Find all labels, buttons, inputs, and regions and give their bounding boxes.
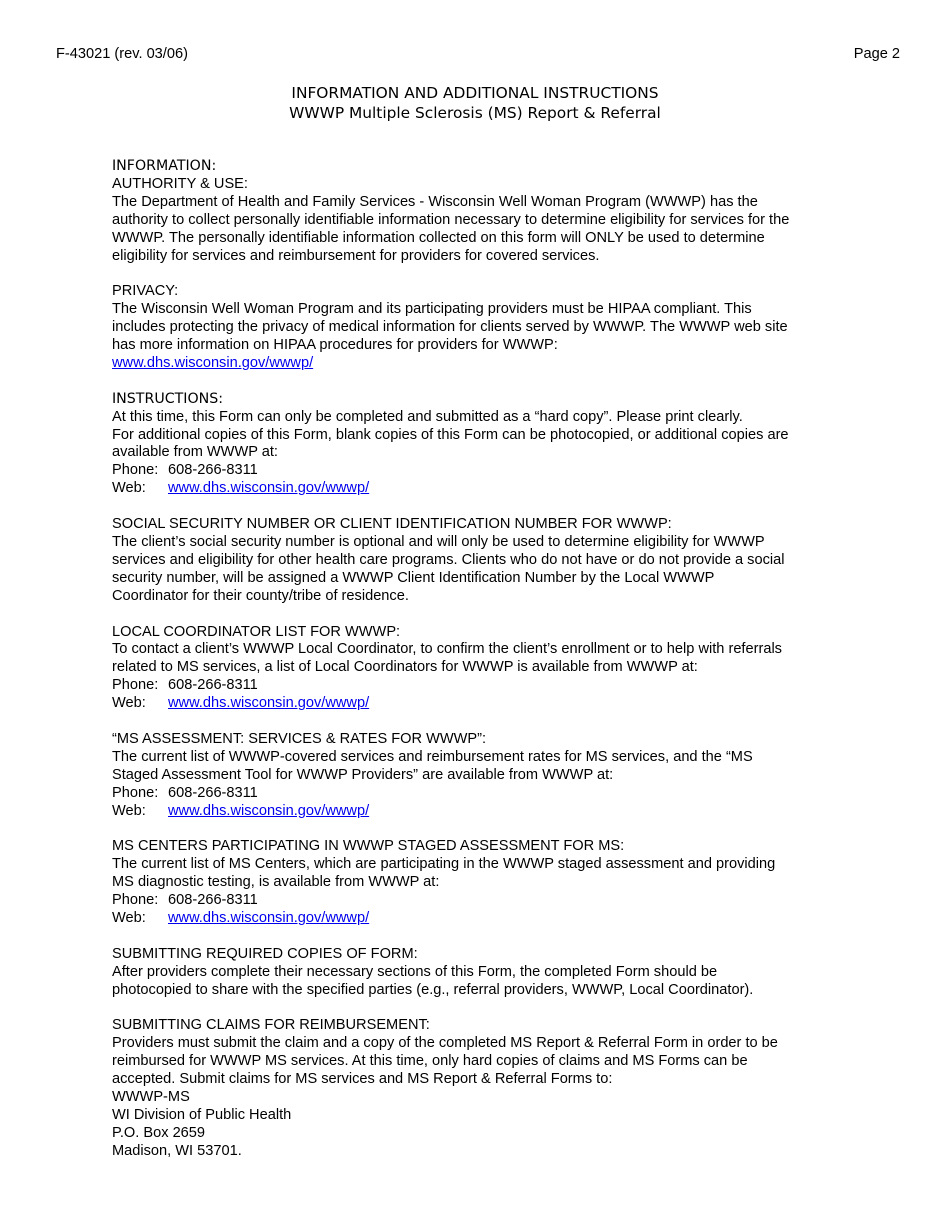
ms-centers-heading: MS CENTERS PARTICIPATING IN WWWP STAGED ASSESSMENT FOR MS:: [112, 838, 625, 855]
phone-label: Phone:: [112, 784, 159, 801]
web-link[interactable]: www.dhs.wisconsin.gov/wwwp/: [168, 802, 370, 819]
web-label: Web:: [112, 802, 146, 819]
web-link[interactable]: www.dhs.wisconsin.gov/wwwp/: [168, 695, 370, 712]
section-information: [112, 158, 852, 265]
phone-label: Phone:: [112, 677, 159, 694]
local-coordinator-heading: LOCAL COORDINATOR LIST FOR WWWP:: [112, 623, 401, 640]
section-privacy: [112, 283, 852, 373]
authority-heading: AUTHORITY & USE:: [112, 175, 248, 192]
paragraph-line: WWWP. The personally identifiable information collected on this form will ONLY be used to determine: [112, 229, 765, 246]
paragraph-line: photocopied to share with the specified parties (e.g., referral providers, WWWP, Local Coordinator).: [112, 981, 754, 998]
privacy-web-link[interactable]: www.dhs.wisconsin.gov/wwwp/: [112, 354, 314, 371]
privacy-heading: PRIVACY:: [112, 283, 179, 300]
section-ssn: [112, 516, 852, 606]
paragraph-line: Staged Assessment Tool for WWWP Providers” are available from WWWP at:: [112, 766, 614, 783]
phone-row: [112, 892, 852, 910]
section-submitting-copies: [112, 946, 852, 1000]
web-row: [112, 910, 852, 928]
section-submitting-claims: [112, 1017, 852, 1160]
address-line: P.O. Box 2659: [112, 1124, 206, 1141]
section-ms-centers: [112, 838, 852, 928]
paragraph-line: MS diagnostic testing, is available from WWWP at:: [112, 874, 440, 891]
paragraph-line: For additional copies of this Form, blank copies of this Form can be photocopied, or additional copies are: [112, 426, 789, 443]
paragraph-line: accepted. Submit claims for MS services and MS Report & Referral Forms to:: [112, 1071, 613, 1088]
paragraph-line: Providers must submit the claim and a copy of the completed MS Report & Referral Form in order to be: [112, 1035, 778, 1052]
paragraph-line: The current list of WWWP-covered services and reimbursement rates for MS services, and the “MS: [112, 748, 753, 765]
paragraph-line: At this time, this Form can only be completed and submitted as a “hard copy”. Please print clearly.: [112, 408, 743, 425]
paragraph-line: Coordinator for their county/tribe of residence.: [112, 587, 409, 604]
phone-row: [112, 462, 852, 480]
address-line: Madison, WI 53701.: [112, 1142, 242, 1159]
web-row: [112, 803, 852, 821]
page-number: Page 2: [853, 46, 900, 62]
instructions-heading: INSTRUCTIONS:: [112, 390, 224, 407]
web-row: [112, 695, 852, 713]
paragraph-line: After providers complete their necessary sections of this Form, the completed Form should be: [112, 963, 718, 980]
paragraph-line: authority to collect personally identifiable information necessary to determine eligibility for services for the: [112, 211, 790, 228]
information-heading: INFORMATION:: [112, 158, 217, 174]
phone-number: 608-266-8311: [168, 784, 258, 801]
form-id: F-43021 (rev. 03/06): [56, 46, 188, 62]
document-body: [112, 158, 852, 1179]
paragraph-line: available from WWWP at:: [112, 444, 278, 461]
section-local-coordinator: [112, 624, 852, 714]
phone-label: Phone:: [112, 892, 159, 909]
section-ms-assessment: [112, 731, 852, 821]
phone-label: Phone:: [112, 462, 159, 479]
web-label: Web:: [112, 909, 146, 926]
title-line-2: WWWP Multiple Sclerosis (MS) Report & Referral: [289, 103, 661, 122]
address-line: WWWP-MS: [112, 1089, 190, 1105]
paragraph-line: related to MS services, a list of Local Coordinators for WWWP is available from WWWP at:: [112, 659, 698, 676]
ms-assessment-heading: “MS ASSESSMENT: SERVICES & RATES FOR WWWP”:: [112, 730, 487, 747]
submitting-copies-heading: SUBMITTING REQUIRED COPIES OF FORM:: [112, 945, 418, 962]
phone-row: [112, 677, 852, 695]
web-link[interactable]: www.dhs.wisconsin.gov/wwwp/: [168, 480, 370, 497]
phone-number: 608-266-8311: [168, 892, 258, 909]
paragraph-line: The current list of MS Centers, which are participating in the WWWP staged assessment and providing: [112, 856, 776, 873]
web-label: Web:: [112, 695, 146, 712]
ssn-heading: SOCIAL SECURITY NUMBER OR CLIENT IDENTIFICATION NUMBER FOR WWWP:: [112, 516, 672, 533]
paragraph-line: The Department of Health and Family Services - Wisconsin Well Woman Program (WWWP) has the: [112, 193, 758, 210]
paragraph-line: eligibility for services and reimbursement for providers for covered services.: [112, 247, 600, 264]
web-link[interactable]: www.dhs.wisconsin.gov/wwwp/: [168, 909, 370, 926]
paragraph-line: services and eligibility for other health care programs. Clients who do not have or do not provide a social: [112, 551, 785, 568]
paragraph-line: The Wisconsin Well Woman Program and its participating providers must be HIPAA compliant. This: [112, 301, 752, 318]
paragraph-line: has more information on HIPAA procedures for providers for WWWP:: [112, 337, 558, 354]
paragraph-line: includes protecting the privacy of medical information for clients served by WWWP. The WWWP web site: [112, 319, 788, 336]
section-instructions: [112, 391, 852, 498]
web-row: [112, 480, 852, 498]
paragraph-line: reimbursed for WWWP MS services. At this time, only hard copies of claims and MS Forms can be: [112, 1053, 748, 1070]
submitting-claims-heading: SUBMITTING CLAIMS FOR REIMBURSEMENT:: [112, 1017, 430, 1034]
document-title: [0, 84, 950, 123]
paragraph-line: To contact a client’s WWWP Local Coordinator, to confirm the client’s enrollment or to help with referrals: [112, 641, 782, 658]
phone-row: [112, 785, 852, 803]
paragraph-line: security number, will be assigned a WWWP Client Identification Number by the Local WWWP: [112, 569, 715, 586]
title-line-1: INFORMATION AND ADDITIONAL INSTRUCTIONS: [291, 84, 659, 102]
address-line: WI Division of Public Health: [112, 1106, 292, 1123]
web-label: Web:: [112, 480, 146, 497]
phone-number: 608-266-8311: [168, 462, 258, 479]
phone-number: 608-266-8311: [168, 677, 258, 694]
paragraph-line: The client’s social security number is optional and will only be used to determine eligibility for WWWP: [112, 533, 765, 550]
